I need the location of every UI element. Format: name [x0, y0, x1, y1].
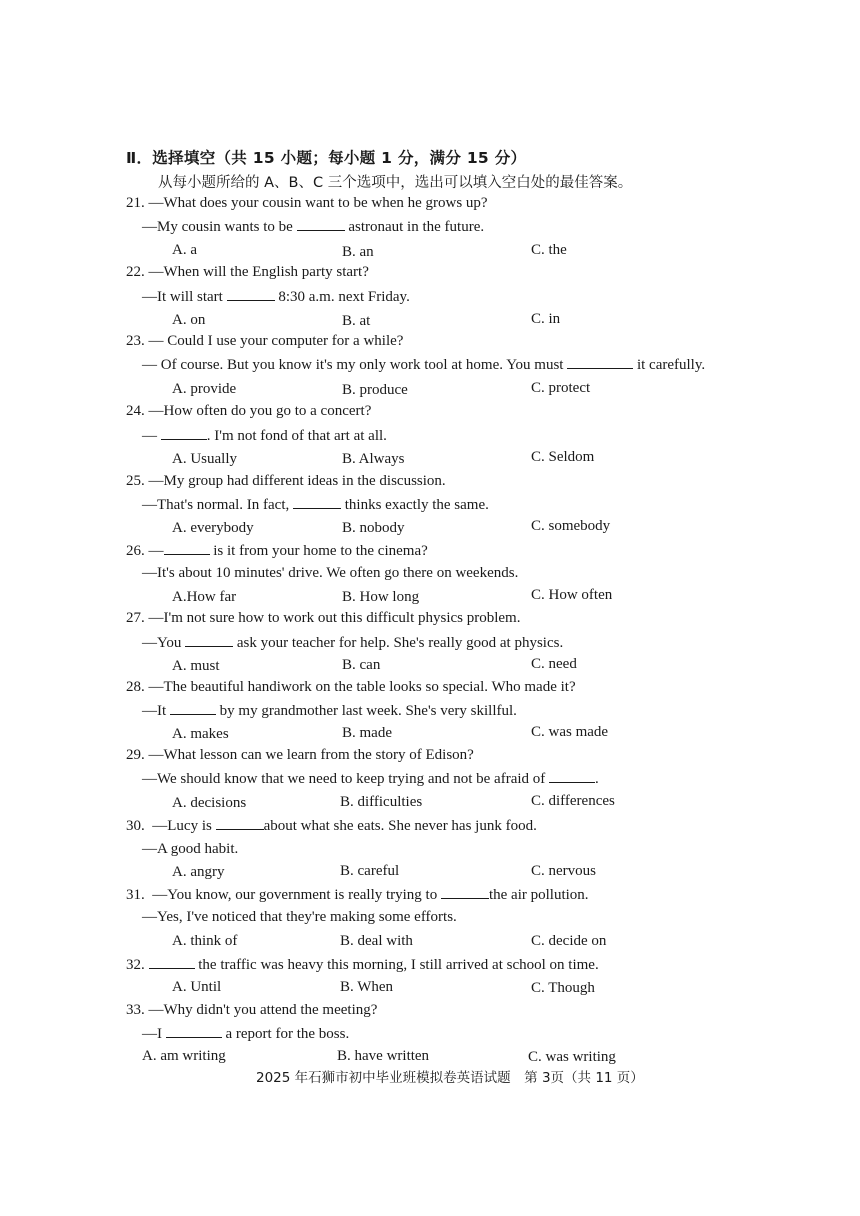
option-b[interactable]: B. have written	[337, 1048, 430, 1064]
option-b[interactable]: B. Always	[342, 451, 405, 467]
answer-blank[interactable]	[161, 426, 207, 440]
answer-text: by my grandmother last week. She's very skillful.	[215, 703, 517, 719]
answer-text: 8:30 a.m. next Friday.	[274, 289, 410, 305]
answer-text: —We should know that we need to keep trying and not be afraid of	[142, 771, 550, 787]
answer-blank[interactable]	[185, 633, 233, 647]
question-number: 23.	[126, 333, 145, 349]
question-line	[126, 194, 488, 212]
option-a[interactable]: A. makes	[172, 726, 229, 742]
question-number: 33.	[126, 1002, 145, 1018]
question-text: —When will the English party start?	[148, 264, 369, 280]
option-a[interactable]: A. angry	[172, 864, 225, 880]
option-c[interactable]: C. decide on	[531, 933, 607, 949]
question-line	[126, 263, 369, 281]
question-text: — Could I use your computer for a while?	[148, 333, 404, 349]
question-number: 32.	[126, 957, 145, 973]
question-text: the air pollution.	[488, 887, 589, 903]
answer-text: —My cousin wants to be	[142, 219, 297, 235]
option-c[interactable]: C. Seldom	[531, 449, 595, 465]
answer-blank[interactable]	[549, 769, 595, 783]
option-c[interactable]: C. need	[531, 656, 577, 672]
question-line	[126, 332, 403, 350]
answer-text: — Of course. But you know it's my only work tool at home. You must	[142, 357, 568, 373]
option-b[interactable]: B. How long	[342, 589, 420, 605]
question-line	[126, 746, 474, 764]
option-c[interactable]: C. was made	[531, 724, 609, 740]
answer-line	[142, 1024, 349, 1043]
question-number: 30.	[126, 818, 145, 834]
option-a[interactable]: A.How far	[172, 589, 237, 605]
option-c[interactable]: C. How often	[531, 587, 613, 603]
question-text: —	[148, 543, 164, 559]
question-line	[126, 955, 599, 974]
option-b[interactable]: B. at	[342, 313, 371, 329]
question-number: 24.	[126, 403, 145, 419]
answer-text: —It	[142, 703, 170, 719]
option-b[interactable]: B. can	[342, 657, 381, 673]
question-text: —The beautiful handiwork on the table looks so special. Who made it?	[148, 679, 576, 695]
option-a[interactable]: A. think of	[172, 933, 238, 949]
option-a[interactable]: A. Until	[172, 979, 222, 995]
answer-line	[142, 355, 705, 374]
question-text: —My group had different ideas in the discussion.	[148, 473, 446, 489]
option-b[interactable]: B. made	[342, 725, 392, 741]
answer-blank[interactable]	[164, 541, 210, 555]
answer-text: ask your teacher for help. She's really good at physics.	[233, 635, 564, 651]
question-text: —How often do you go to a concert?	[148, 403, 372, 419]
answer-line	[142, 287, 410, 306]
question-text: —I'm not sure how to work out this difficult physics problem.	[148, 610, 521, 626]
question-text: —What lesson can we learn from the story of Edison?	[148, 747, 474, 763]
question-number: 27.	[126, 610, 145, 626]
answer-blank[interactable]	[166, 1024, 222, 1038]
answer-text: astronaut in the future.	[344, 219, 485, 235]
answer-text: —You	[142, 635, 186, 651]
option-b[interactable]: B. deal with	[340, 933, 413, 949]
answer-line	[142, 426, 387, 445]
question-text: —You know, our government is really trying to	[152, 887, 441, 903]
question-line	[126, 1001, 377, 1019]
option-c[interactable]: C. differences	[531, 793, 615, 809]
question-number: 22.	[126, 264, 145, 280]
option-c[interactable]: C. somebody	[531, 518, 611, 534]
question-number: 21.	[126, 195, 145, 211]
question-text: —Lucy is	[152, 818, 216, 834]
option-a[interactable]: A. on	[172, 312, 206, 328]
answer-text: —That's normal. In fact,	[142, 497, 293, 513]
answer-text: a report for the boss.	[221, 1026, 350, 1042]
answer-blank[interactable]	[293, 495, 341, 509]
question-text: is it from your home to the cinema?	[209, 543, 428, 559]
answer-line: —It's about 10 minutes' drive. We often go there on weekends.	[142, 565, 519, 581]
section-title: Ⅱ．选择填空（共 15 小题；每小题 1 分，满分 15 分）	[126, 149, 527, 167]
question-number: 26.	[126, 543, 145, 559]
answer-blank[interactable]	[297, 217, 345, 231]
question-line	[126, 541, 428, 560]
answer-line	[142, 633, 563, 652]
option-a[interactable]: A. Usually	[172, 451, 237, 467]
question-line	[126, 885, 589, 904]
question-number: 31.	[126, 887, 145, 903]
section-instruction: 从每小题所给的 A、B、C 三个选项中，选出可以填入空白处的最佳答案。	[158, 175, 633, 191]
option-b[interactable]: B. produce	[342, 382, 408, 398]
question-number: 25.	[126, 473, 145, 489]
question-line	[126, 609, 520, 627]
answer-blank[interactable]	[149, 955, 195, 969]
page-footer: 2025 年石狮市初中毕业班模拟卷英语试题 第 3页（共 11 页）	[256, 1070, 644, 1086]
option-b[interactable]: B. nobody	[342, 520, 405, 536]
question-line	[126, 472, 446, 490]
answer-blank[interactable]	[567, 355, 633, 369]
answer-blank[interactable]	[216, 816, 264, 830]
question-line	[126, 678, 576, 696]
answer-line	[142, 495, 489, 514]
option-c[interactable]: C. the	[531, 242, 567, 258]
answer-text: . I'm not fond of that art at all.	[206, 428, 387, 444]
option-a[interactable]: A. a	[172, 242, 197, 258]
option-c[interactable]: C. protect	[531, 380, 591, 396]
answer-text: —I	[142, 1026, 166, 1042]
question-line	[126, 816, 537, 835]
question-number: 28.	[126, 679, 145, 695]
question-text: about what she eats. She never has junk food.	[263, 818, 537, 834]
option-a[interactable]: A. provide	[172, 381, 237, 397]
question-text: the traffic was heavy this morning, I still arrived at school on time.	[194, 957, 599, 973]
option-c[interactable]: C. in	[531, 311, 561, 327]
option-a[interactable]: A. am writing	[142, 1048, 226, 1064]
answer-blank[interactable]	[441, 885, 489, 899]
option-b[interactable]: B. difficulties	[340, 794, 423, 810]
question-text: —Why didn't you attend the meeting?	[148, 1002, 378, 1018]
option-c[interactable]: C. nervous	[531, 863, 596, 879]
answer-text: —	[142, 428, 161, 444]
option-c[interactable]: C. Though	[531, 980, 595, 996]
option-a[interactable]: A. must	[172, 658, 220, 674]
answer-text: thinks exactly the same.	[341, 497, 489, 513]
answer-line	[142, 769, 599, 788]
answer-line: —Yes, I've noticed that they're making some efforts.	[142, 909, 457, 925]
answer-blank[interactable]	[170, 701, 216, 715]
answer-blank[interactable]	[227, 287, 275, 301]
answer-text: .	[595, 771, 599, 787]
question-text: —What does your cousin want to be when he grows up?	[148, 195, 488, 211]
question-line	[126, 402, 371, 420]
option-b[interactable]: B. When	[340, 979, 394, 995]
option-b[interactable]: B. an	[342, 244, 374, 260]
option-b[interactable]: B. careful	[340, 863, 400, 879]
option-a[interactable]: A. decisions	[172, 795, 247, 811]
answer-line	[142, 217, 484, 236]
answer-line	[142, 701, 517, 720]
option-a[interactable]: A. everybody	[172, 520, 254, 536]
answer-text: it carefully.	[633, 357, 706, 373]
question-number: 29.	[126, 747, 145, 763]
answer-line: —A good habit.	[142, 841, 239, 857]
option-c[interactable]: C. was writing	[528, 1049, 616, 1065]
answer-text: —It will start	[142, 289, 227, 305]
